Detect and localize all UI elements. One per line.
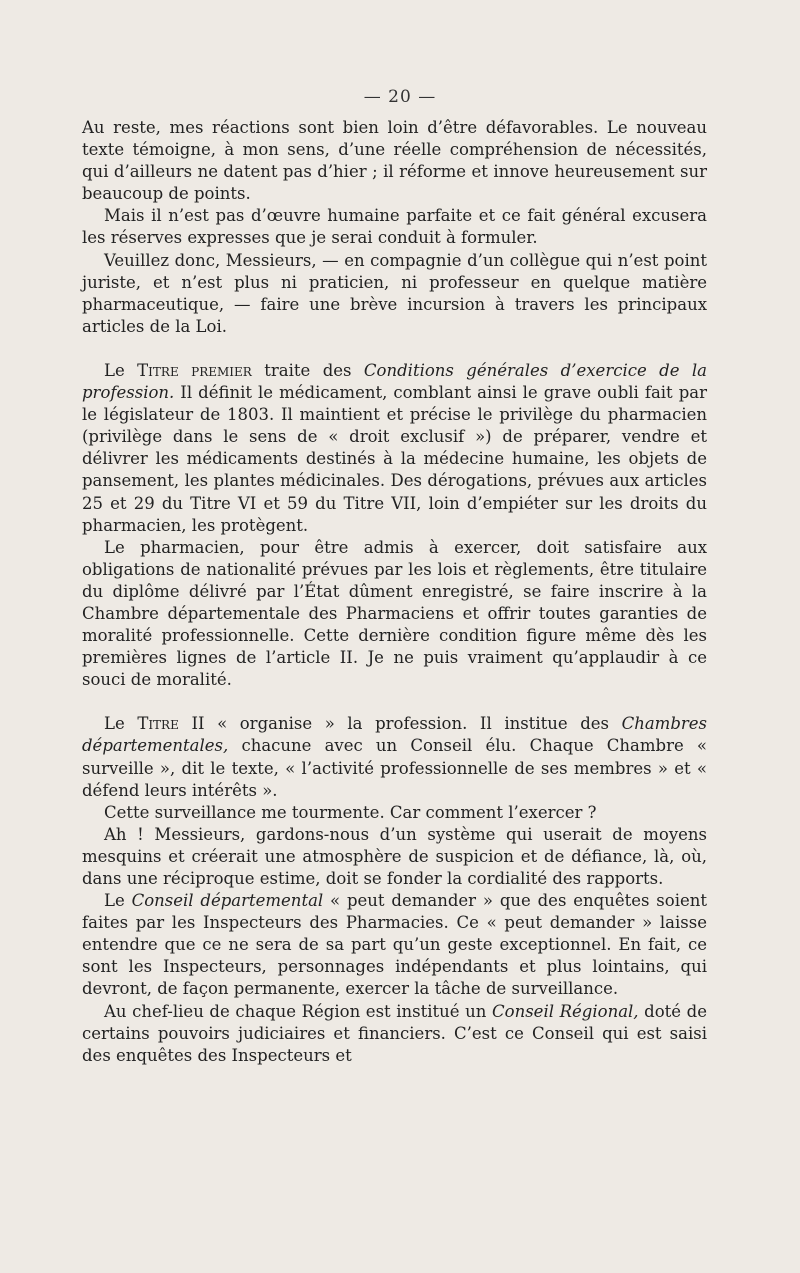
section-gap bbox=[82, 691, 707, 713]
section-heading-inline: Titre II bbox=[137, 714, 205, 734]
text-run: chacune avec un Conseil élu. Chaque Chambre « surveille », dit le texte, « l’activité professionnelle de ses membres » et « défend leurs intérêts ». bbox=[82, 736, 707, 800]
text-run: « peut demander » que des enquêtes soient faites par les Inspecteurs des Pharmacies. Ce « peut demander » laisse entendre que ce ne sera de sa part qu’un geste exceptionnel. En fait, ce sont les Inspecteurs, personnages indépendants et plus lointains, qui devront, de façon permanente, exercer la tâche de surveillance. bbox=[82, 891, 708, 999]
paragraph-titre-premier bbox=[82, 360, 707, 537]
text-run: doté de certains pouvoirs judiciaires et financiers. C’est ce Conseil qui est saisi des enquêtes des Inspecteurs et bbox=[82, 1001, 707, 1065]
paragraph-conseil-departemental bbox=[82, 890, 707, 1000]
italic-run: Conditions générales d’exercice de la profession. bbox=[82, 360, 708, 403]
text-run: Le bbox=[104, 360, 138, 380]
section-heading-inline: Titre premier bbox=[137, 360, 252, 380]
text-run: « organise » la profession. Il institue des bbox=[204, 714, 622, 734]
page-number: — 20 — bbox=[363, 87, 437, 107]
paragraph-1: Au reste, mes réactions sont bien loin d’être défavorables. Le nouveau texte témoigne, à mon sens, d’une réelle compréhension de nécessités, qui d’ailleurs ne datent pas d’hier ; il réforme et innove heureusement sur beaucoup de points. bbox=[82, 118, 707, 204]
text-run: Le bbox=[104, 714, 138, 734]
text-run: traite des bbox=[251, 360, 364, 380]
text-run: Il définit le médicament, comblant ainsi le grave oubli fait par le législateur de 1803. Il maintient et précise le privilège du pharmacien (privilège dans le sens de « droit exclusif ») de préparer, vendre et délivrer les médicaments destinés à la médecine humaine, les objets de pansement, les plantes médicinales. Des dérogations, prévues aux articles 25 et 29 du Titre VI et 59 du Titre VII, loin d’empiéter sur les droits du pharmacien, les protègent. bbox=[82, 383, 707, 535]
paragraph-2: Mais il n’est pas d’œuvre humaine parfaite et ce fait général excusera les réserves expresses que je serai conduit à formuler. bbox=[82, 206, 707, 248]
paragraph-7: Cette surveillance me tourmente. Car comment l’exercer ? bbox=[104, 802, 597, 822]
paragraph-8: Ah ! Messieurs, gardons-nous d’un système qui userait de moyens mesquins et créerait une atmosphère de suspicion et de défiance, là, où, dans une réciproque estime, doit se fonder la cordialité des rapports. bbox=[82, 824, 707, 888]
text-run: Le bbox=[104, 891, 132, 911]
body-text bbox=[82, 117, 707, 1067]
italic-run: Conseil départemental bbox=[131, 891, 324, 911]
italic-run: Chambres départementales, bbox=[82, 714, 708, 756]
paragraph-5: Le pharmacien, pour être admis à exercer, doit satisfaire aux obligations de nationalité prévues par les lois et règlements, être titulaire du diplôme délivré par l’État dûment enregistré, se faire inscrire à la Chambre départementale des Pharmaciens et offrir toutes garanties de moralité professionnelle. Cette dernière condition figure même dès les premières lignes de l’article II. Je ne puis vraiment qu’applaudir à ce souci de moralité. bbox=[82, 537, 707, 690]
paragraph-conseil-regional bbox=[82, 1001, 707, 1067]
text-run: Au chef-lieu de chaque Région est institué un bbox=[104, 1001, 493, 1021]
paragraph-titre-ii bbox=[82, 713, 707, 801]
section-gap bbox=[82, 338, 707, 360]
italic-run: Conseil Régional, bbox=[492, 1001, 639, 1021]
paragraph-3: Veuillez donc, Messieurs, — en compagnie d’un collègue qui n’est point juriste, et n’est plus ni praticien, ni professeur en quelque matière pharmaceutique, — faire une brève incursion à travers les principaux articles de la Loi. bbox=[82, 250, 707, 336]
